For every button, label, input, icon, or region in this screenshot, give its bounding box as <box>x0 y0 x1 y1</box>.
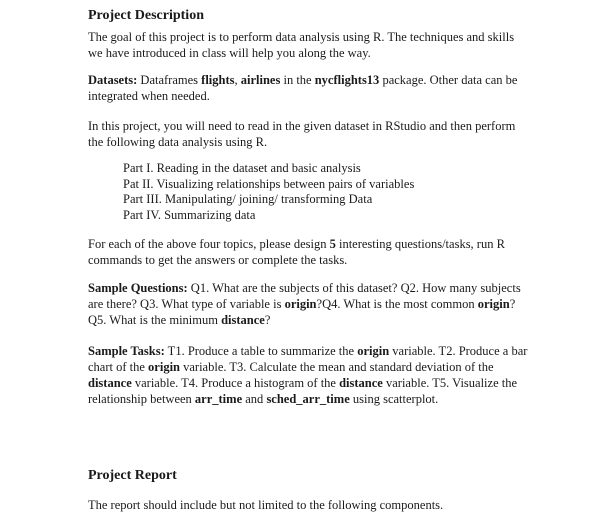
sq-text-3: ? Q5. What is the minimum <box>88 297 516 327</box>
topics-paragraph <box>88 236 528 268</box>
sq-text-4: ? <box>264 313 271 327</box>
st-origin-2: origin <box>148 360 180 374</box>
st-distance-2: distance <box>339 376 383 390</box>
project-description-heading: Project Description <box>88 8 204 23</box>
st-text-2: variable. T2. Produce a bar chart of the <box>88 344 528 374</box>
dataset-airlines: airlines <box>240 73 281 87</box>
st-text-6: and <box>242 392 267 406</box>
project-intro-paragraph: In this project, you will need to read in the given dataset in RStudio and then perform the following data analysis using R. <box>88 119 516 149</box>
topics-text: For each of the above four topics, please design <box>88 237 330 251</box>
st-origin-1: origin <box>357 344 390 358</box>
datasets-text-2: in the <box>280 73 315 87</box>
project-report-paragraph: The report should include but not limited to the following components. <box>88 498 444 512</box>
sample-questions-label: Sample Questions: <box>88 281 188 295</box>
sample-tasks-label: Sample Tasks: <box>88 344 165 358</box>
sq-text-2: ?Q4. What is the most common <box>316 297 478 311</box>
st-distance-1: distance <box>88 376 132 390</box>
dataset-flights: flights <box>201 73 235 87</box>
st-text-5: variable. T5. Visualize the relationship between <box>88 376 518 406</box>
dataset-package: nycflights13 <box>314 73 380 87</box>
sq-distance: distance <box>221 313 265 327</box>
datasets-comma: , <box>234 73 241 87</box>
part-item: Part I. Reading in the dataset and basic analysis <box>123 161 361 175</box>
part-item: Part IV. Summarizing data <box>123 207 256 222</box>
st-text-4: variable. T4. Produce a histogram of the <box>131 376 340 390</box>
st-text-1: T1. Produce a table to summarize the <box>164 344 358 358</box>
project-report-heading: Project Report <box>88 468 177 483</box>
sq-origin-1: origin <box>284 297 317 311</box>
datasets-text: Dataframes <box>137 73 202 87</box>
st-text-3: variable. T3. Calculate the mean and standard deviation of the <box>180 360 494 374</box>
parts-list <box>123 161 523 223</box>
project-goal-paragraph: The goal of this project is to perform data analysis using R. The techniques and skills we have introduced in class will help you along the way. <box>88 30 515 60</box>
sample-tasks-paragraph <box>88 343 528 407</box>
datasets-paragraph <box>88 72 528 104</box>
topics-count: 5 <box>329 237 336 251</box>
sample-questions-paragraph <box>88 280 528 328</box>
datasets-text-3: package. Other data can be integrated when needed. <box>88 73 518 103</box>
part-item: Part III. Manipulating/ joining/ transforming Data <box>123 192 373 206</box>
datasets-label: Datasets: <box>88 73 138 87</box>
topics-text-2: interesting questions/tasks, run R commands to get the answers or complete the tasks. <box>88 237 505 267</box>
sq-origin-2: origin <box>477 297 510 311</box>
st-sched-arr-time: sched_arr_time <box>266 392 350 406</box>
part-item: Pat II. Visualizing relationships between pairs of variables <box>123 176 415 191</box>
st-arr-time: arr_time <box>194 392 243 406</box>
st-text-7: using scatterplot. <box>349 392 439 406</box>
sq-text-1: Q1. What are the subjects of this dataset? Q2. How many subjects are there? Q3. What type of variable is <box>88 281 521 311</box>
